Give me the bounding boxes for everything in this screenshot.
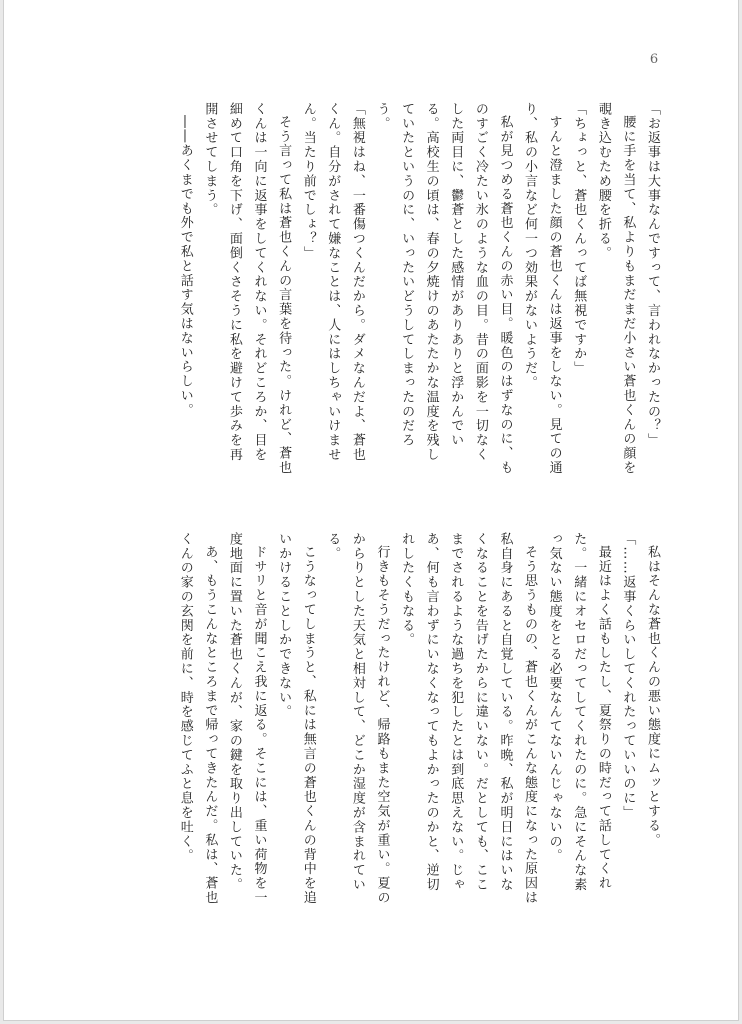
paragraph: 腰に手を当て、私よりもまだまだ小さい蒼也くんの顔を覗き込むため腰を折る。 bbox=[595, 102, 636, 475]
paragraph: ドサリと音が聞こえ我に返る。そこには、重い荷物を一度地面に置いた蒼也くんが、家の鍵を取り出していた。 bbox=[226, 532, 267, 905]
paragraph: 「無視はね、一番傷つくんだから。ダメなんだよ、蒼也くん。自分がされて嫌なことは、人にはしちゃいけません。当たり前でしょ？」 bbox=[300, 102, 365, 462]
paragraph: 「……返事くらいしてくれたっていいのに」 bbox=[620, 532, 636, 820]
paragraph: 「お返事は大事なんですって、言われなかったの？」 bbox=[645, 102, 660, 448]
paragraph: 「ちょっと、蒼也くんってば無視ですか」 bbox=[571, 102, 587, 376]
text-column-bottom bbox=[152, 532, 664, 906]
paragraph: ――あくまでも外で私と話す気はないらしい。 bbox=[177, 115, 193, 418]
text-column-top bbox=[152, 102, 664, 476]
paragraph: 私が見つめる蒼也くんの赤い目。暖色のはずなのに、ものすごく冷たい氷のような血の目。昔の面影を一切なくした両目に、鬱蒼とした感情がありありと浮かんでいる。高校生の頃は、春の夕焼けのあたたかな温度を残していたというのに、いったいどうしてしまったのだろう。 bbox=[374, 102, 513, 475]
paragraph: すんと澄ました顔の蒼也くんは返事をしない。見ての通り、私の小言など何一つ効果がないようだ。 bbox=[522, 102, 562, 475]
paragraph: あ、もうこんなところまで帰ってきたんだ。私は、蒼也くんの家の玄関を前に、時を感じてふと息を吐く。 bbox=[177, 532, 218, 905]
paragraph: 行きもそうだったけれど、帰路もまた空気が重い。夏のからりとした天気と相対して、どこか湿度が含まれている。 bbox=[325, 532, 390, 905]
paragraph: 最近はよく話もしたし、夏祭りの時だって話してくれた。一緒にオセロだってしてくれたのに。急にそんな素っ気ない態度をとる必要なんてないんじゃないの。 bbox=[546, 532, 611, 892]
paragraph: そう言って私は蒼也くんの言葉を待った。けれど、蒼也くんは一向に返事をしてくれない。それどころか、目を細めて口角を下げ、面倒くさそうに私を避けて歩みを再開させてしまう。 bbox=[202, 102, 292, 475]
page-number: 6 bbox=[649, 52, 659, 67]
book-page bbox=[3, 0, 739, 1021]
paragraph: こうなってしまうと、私には無言の蒼也くんの背中を追いかけることしかできない。 bbox=[276, 532, 316, 905]
paragraph: そう思うものの、蒼也くんがこんな態度になった原因は私自身にあると自覚している。昨晩、私が明日にはいなくなることを告げたからに違いない。だとしても、ここまでされるような過ちを犯したとは到底思えない。じゃあ、何も言わずにいなくなってもよかったのかと、逆切れしたくもなる。 bbox=[399, 532, 538, 905]
paragraph: 私はそんな蒼也くんの悪い態度にムッとする。 bbox=[645, 545, 660, 848]
